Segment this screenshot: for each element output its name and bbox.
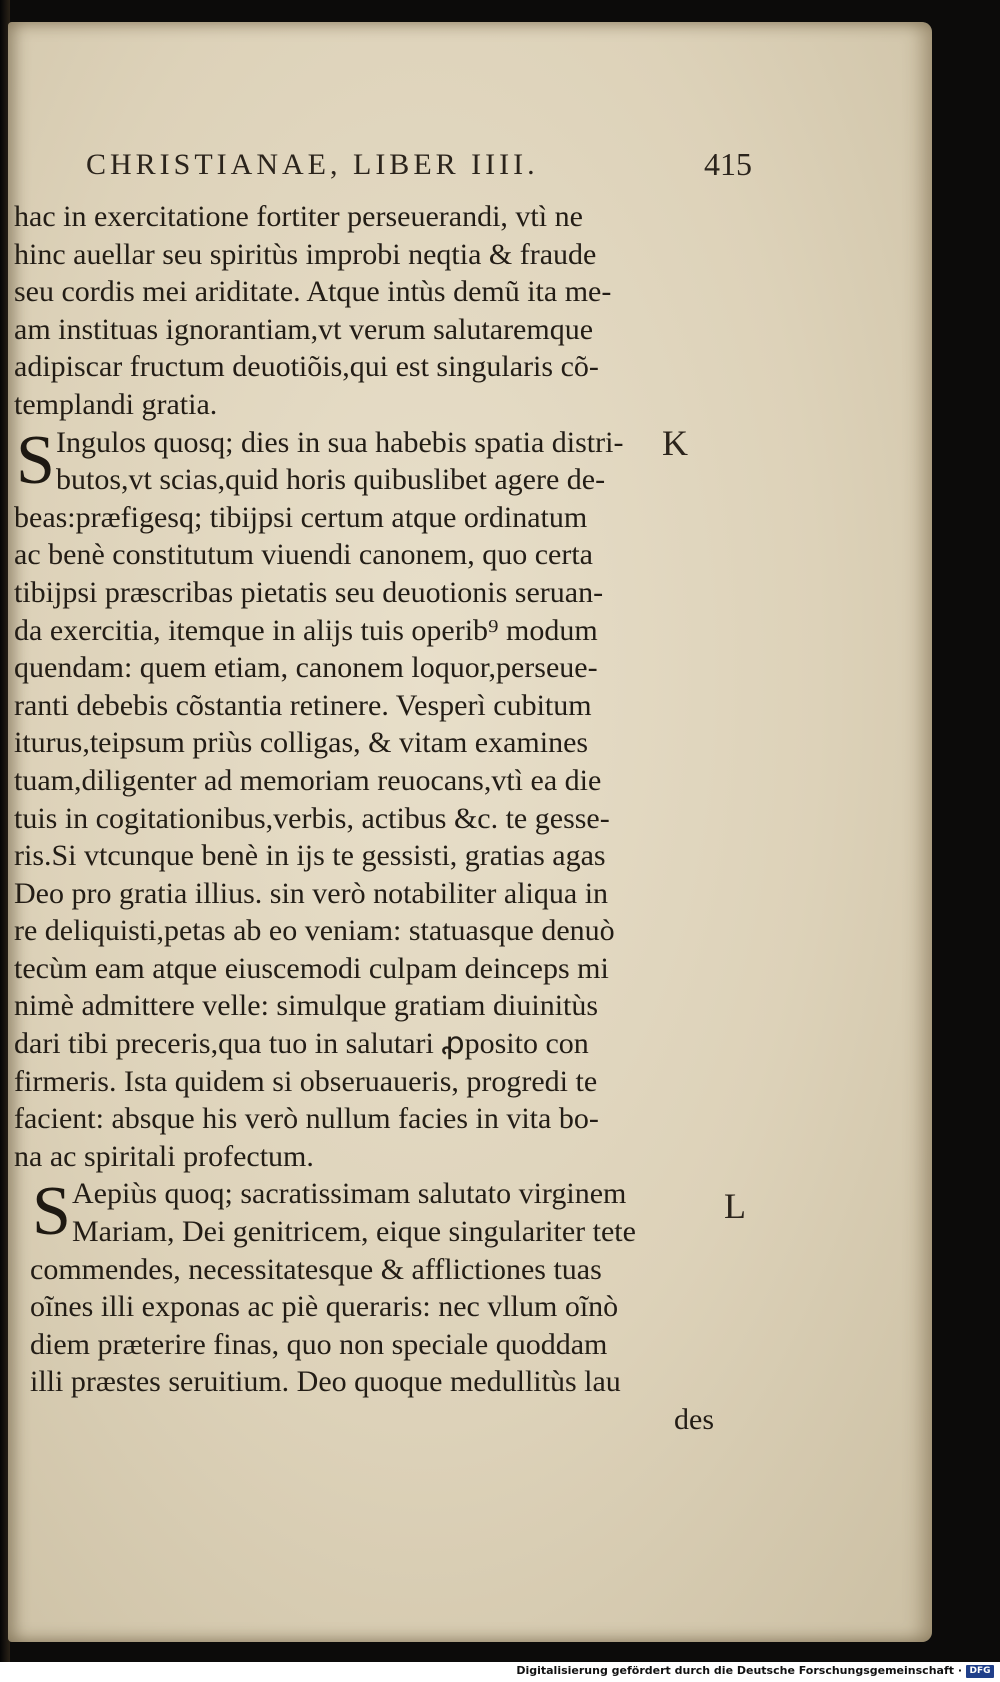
text-line: quendam: quem etiam, canonem loquor,perseue- (14, 651, 598, 685)
paragraph-1 (14, 198, 714, 424)
text-line: ranti debebis cõstantia retinere. Vesperì cubitum (14, 688, 592, 722)
text-line: am instituas ignorantiam,vt verum salutaremque (14, 312, 594, 346)
text-line: adipiscar fructum deuotiõis,qui est singularis cõ- (14, 350, 599, 384)
text-line: ris.Si vtcunque benè in ijs te gessisti, gratias agas (14, 839, 606, 873)
digitization-credit: Digitalisierung gefördert durch die Deutsche Forschungsgemeinschaft · (516, 1664, 962, 1677)
catchword: des (674, 1403, 714, 1436)
dfg-logo: DFG (966, 1665, 994, 1678)
text-line: nimè admittere velle: simulque gratiam diuinitùs (14, 989, 599, 1023)
text-line: re deliquisti,petas ab eo veniam: statuasque denuò (14, 914, 615, 948)
text-line: iturus,teipsum priùs colligas, & vitam examines (14, 726, 589, 760)
text-line: tecùm eam atque eiuscemodi culpam deinceps mi (14, 951, 609, 985)
text-line: butos,vt scias,quid horis quibuslibet agere de- (56, 463, 606, 497)
text-line: beas:præfigesq; tibijpsi certum atque ordinatum (14, 500, 588, 534)
drop-cap: S (16, 421, 55, 499)
text-line: da exercitia, itemque in alijs tuis operib⁹ modum (14, 613, 598, 647)
text-line: seu cordis mei ariditate. Atque intùs demũ ita me- (14, 275, 612, 309)
text-line: oĩnes illi exponas ac piè queraris: nec vllum oĩnò (30, 1290, 619, 1324)
text-line: tibijpsi præscribas pietatis seu deuotionis seruan- (14, 575, 604, 609)
text-line: facient: absque his verò nullum facies in vita bo- (14, 1102, 599, 1136)
drop-cap: S (32, 1173, 71, 1251)
running-head: CHRISTIANAE, LIBER IIII. (86, 148, 539, 181)
text-line: hac in exercitatione fortiter perseuerandi, vtì ne (14, 200, 583, 233)
folio-number: 415 (704, 146, 752, 182)
text-line: templandi gratia. (14, 387, 218, 421)
text-line: ac benè constitutum viuendi canonem, quo certa (14, 538, 593, 572)
text-line: na ac spiritali profectum. (14, 1139, 314, 1173)
text-line: illi præstes seruitium. Deo quoque medullitùs lau (30, 1365, 621, 1399)
text-line: Deo pro gratia illius. sin verò notabiliter aliqua in (14, 876, 609, 910)
paragraph-3 (14, 1173, 746, 1438)
margin-note: L (724, 1186, 746, 1227)
text-line: diem præterire finas, quo non speciale quoddam (30, 1327, 608, 1361)
text-line: tuam,diligenter ad memoriam reuocans,vtì ea die (14, 763, 602, 797)
text-line: Aepiùs quoq; sacratissimam salutato virginem (72, 1177, 627, 1211)
text-line: dari tibi preceris,qua tuo in salutari ꝓposito con (14, 1027, 589, 1061)
text-line: tuis in cogitationibus,verbis, actibus &c. te gesse- (14, 801, 610, 835)
text-line: hinc auellar seu spiritùs improbi neqtia & fraude (14, 237, 597, 271)
text-line: Ingulos quosq; dies in sua habebis spatia distri- (56, 425, 624, 459)
text-line: firmeris. Ista quidem si obseruaueris, progredi te (14, 1064, 598, 1098)
text-line: Mariam, Dei genitricem, eique singulariter tete (72, 1215, 636, 1249)
margin-note: K (662, 422, 688, 463)
text-block (14, 198, 746, 1439)
paragraph-2 (14, 421, 714, 1176)
text-line: commendes, necessitatesque & afflictiones tuas (30, 1252, 602, 1286)
